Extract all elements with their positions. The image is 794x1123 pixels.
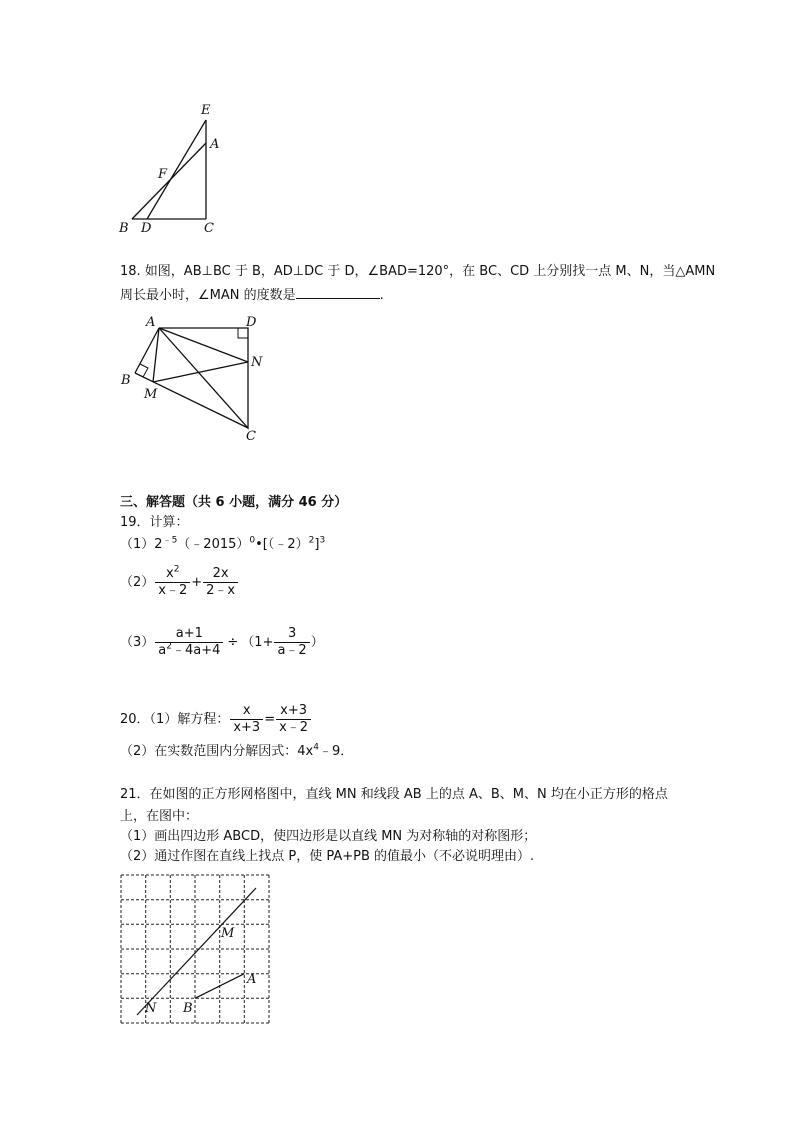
numerator: a+1 — [175, 626, 203, 641]
numerator: $x^2$ — [166, 564, 180, 581]
label-a: A — [247, 972, 257, 987]
label-n: N — [145, 1001, 157, 1016]
figure-q17 — [110, 98, 240, 238]
bracket: ] — [314, 537, 320, 552]
part-tag: （2） — [120, 574, 155, 590]
label-a: A — [210, 137, 220, 152]
section-title: 三、解答题（共 6 小题，满分 46 分） — [120, 495, 348, 510]
fraction — [203, 566, 238, 599]
label-b: B — [183, 1001, 193, 1016]
denominator: 2﹣x — [203, 582, 238, 599]
equals-sign: = — [264, 711, 276, 727]
term: （﹣2015） — [177, 537, 250, 552]
label-c: C — [246, 429, 256, 444]
denominator: a﹣2 — [274, 642, 309, 659]
operator: + — [191, 574, 203, 590]
grid-figure-q21 — [119, 873, 274, 1028]
answer-blank[interactable] — [296, 285, 380, 299]
denominator: x+3 — [230, 719, 263, 736]
q18-line2-end: . — [379, 288, 384, 303]
segment-an — [159, 328, 248, 362]
numerator: 3 — [287, 626, 297, 641]
q19-part3 — [120, 626, 324, 659]
part-tag: 20．（1）解方程： — [120, 711, 230, 727]
exponent: ﹣5 — [162, 535, 178, 546]
part-tag: （3） — [120, 634, 155, 650]
q18-line1: 18. 如图，AB⊥BC 于 B，AD⊥DC 于 D，∠BAD=120°，在 BC、CD 上分别找一点 M、N，当△AMN — [120, 264, 716, 279]
q21-line1: 21．在如图的正方形网格图中，直线 MN 和线段 AB 上的点 A、B、M、N 均在小正方形的格点 — [120, 787, 668, 802]
label-a: A — [146, 315, 156, 330]
segment-am — [153, 328, 159, 382]
fraction — [155, 566, 190, 599]
denominator: x﹣2 — [276, 719, 311, 736]
label-f: F — [158, 167, 168, 182]
fraction — [155, 626, 223, 659]
label-e: E — [201, 103, 211, 118]
denominator: $a^2﹣4a+4$ — [155, 642, 223, 659]
term: •[（﹣2） — [255, 537, 309, 552]
q19-title: 19．计算： — [120, 515, 189, 530]
q18-line2-text: 周长最小时，∠MAN 的度数是 — [120, 288, 296, 303]
exponent: 2 — [308, 535, 315, 546]
numerator: x+3 — [280, 703, 307, 718]
label-d: D — [141, 221, 152, 236]
right-angle-b — [140, 364, 148, 377]
q21-line3: （1）画出四边形 ABCD，使四边形是以直线 MN 为对称轴的对称图形； — [120, 829, 537, 844]
q19-part1 — [120, 536, 325, 554]
part-tag: （1） — [120, 537, 155, 552]
q21-line2: 上，在图中： — [120, 809, 199, 824]
paren-open: （1+ — [241, 634, 274, 650]
q18-line2 — [120, 285, 384, 305]
label-n: N — [251, 355, 263, 370]
base: 2 — [154, 537, 163, 552]
label-b: B — [121, 373, 131, 388]
paren-close: ） — [310, 634, 324, 650]
label-d: D — [246, 315, 257, 330]
q20-part1 — [120, 703, 312, 736]
segment-de — [147, 120, 206, 219]
part2-text: （2）在实数范围内分解因式：4x — [120, 744, 314, 759]
label-b: B — [119, 221, 129, 236]
figure-q18 — [115, 310, 275, 445]
operator: ÷ — [227, 634, 239, 650]
exponent: 4 — [313, 742, 319, 753]
denominator: x﹣2 — [155, 582, 190, 599]
line-mn — [137, 888, 256, 1015]
fraction — [274, 626, 309, 659]
exponent: 0 — [249, 535, 256, 546]
q19-part2 — [120, 566, 239, 599]
fraction — [276, 703, 311, 736]
label-m: M — [221, 926, 235, 941]
label-m: M — [144, 387, 158, 402]
exponent: 3 — [319, 535, 326, 546]
label-c: C — [204, 221, 214, 236]
numerator: x — [242, 703, 251, 718]
numerator: 2x — [212, 566, 229, 581]
q20-part2 — [120, 743, 353, 761]
segment-mn — [153, 362, 248, 382]
fraction — [230, 703, 263, 736]
q21-line4: （2）通过作图在直线上找点 P，使 PA+PB 的值最小（不必说明理由）. — [120, 849, 535, 864]
part2-tail: ﹣9． — [318, 744, 354, 759]
